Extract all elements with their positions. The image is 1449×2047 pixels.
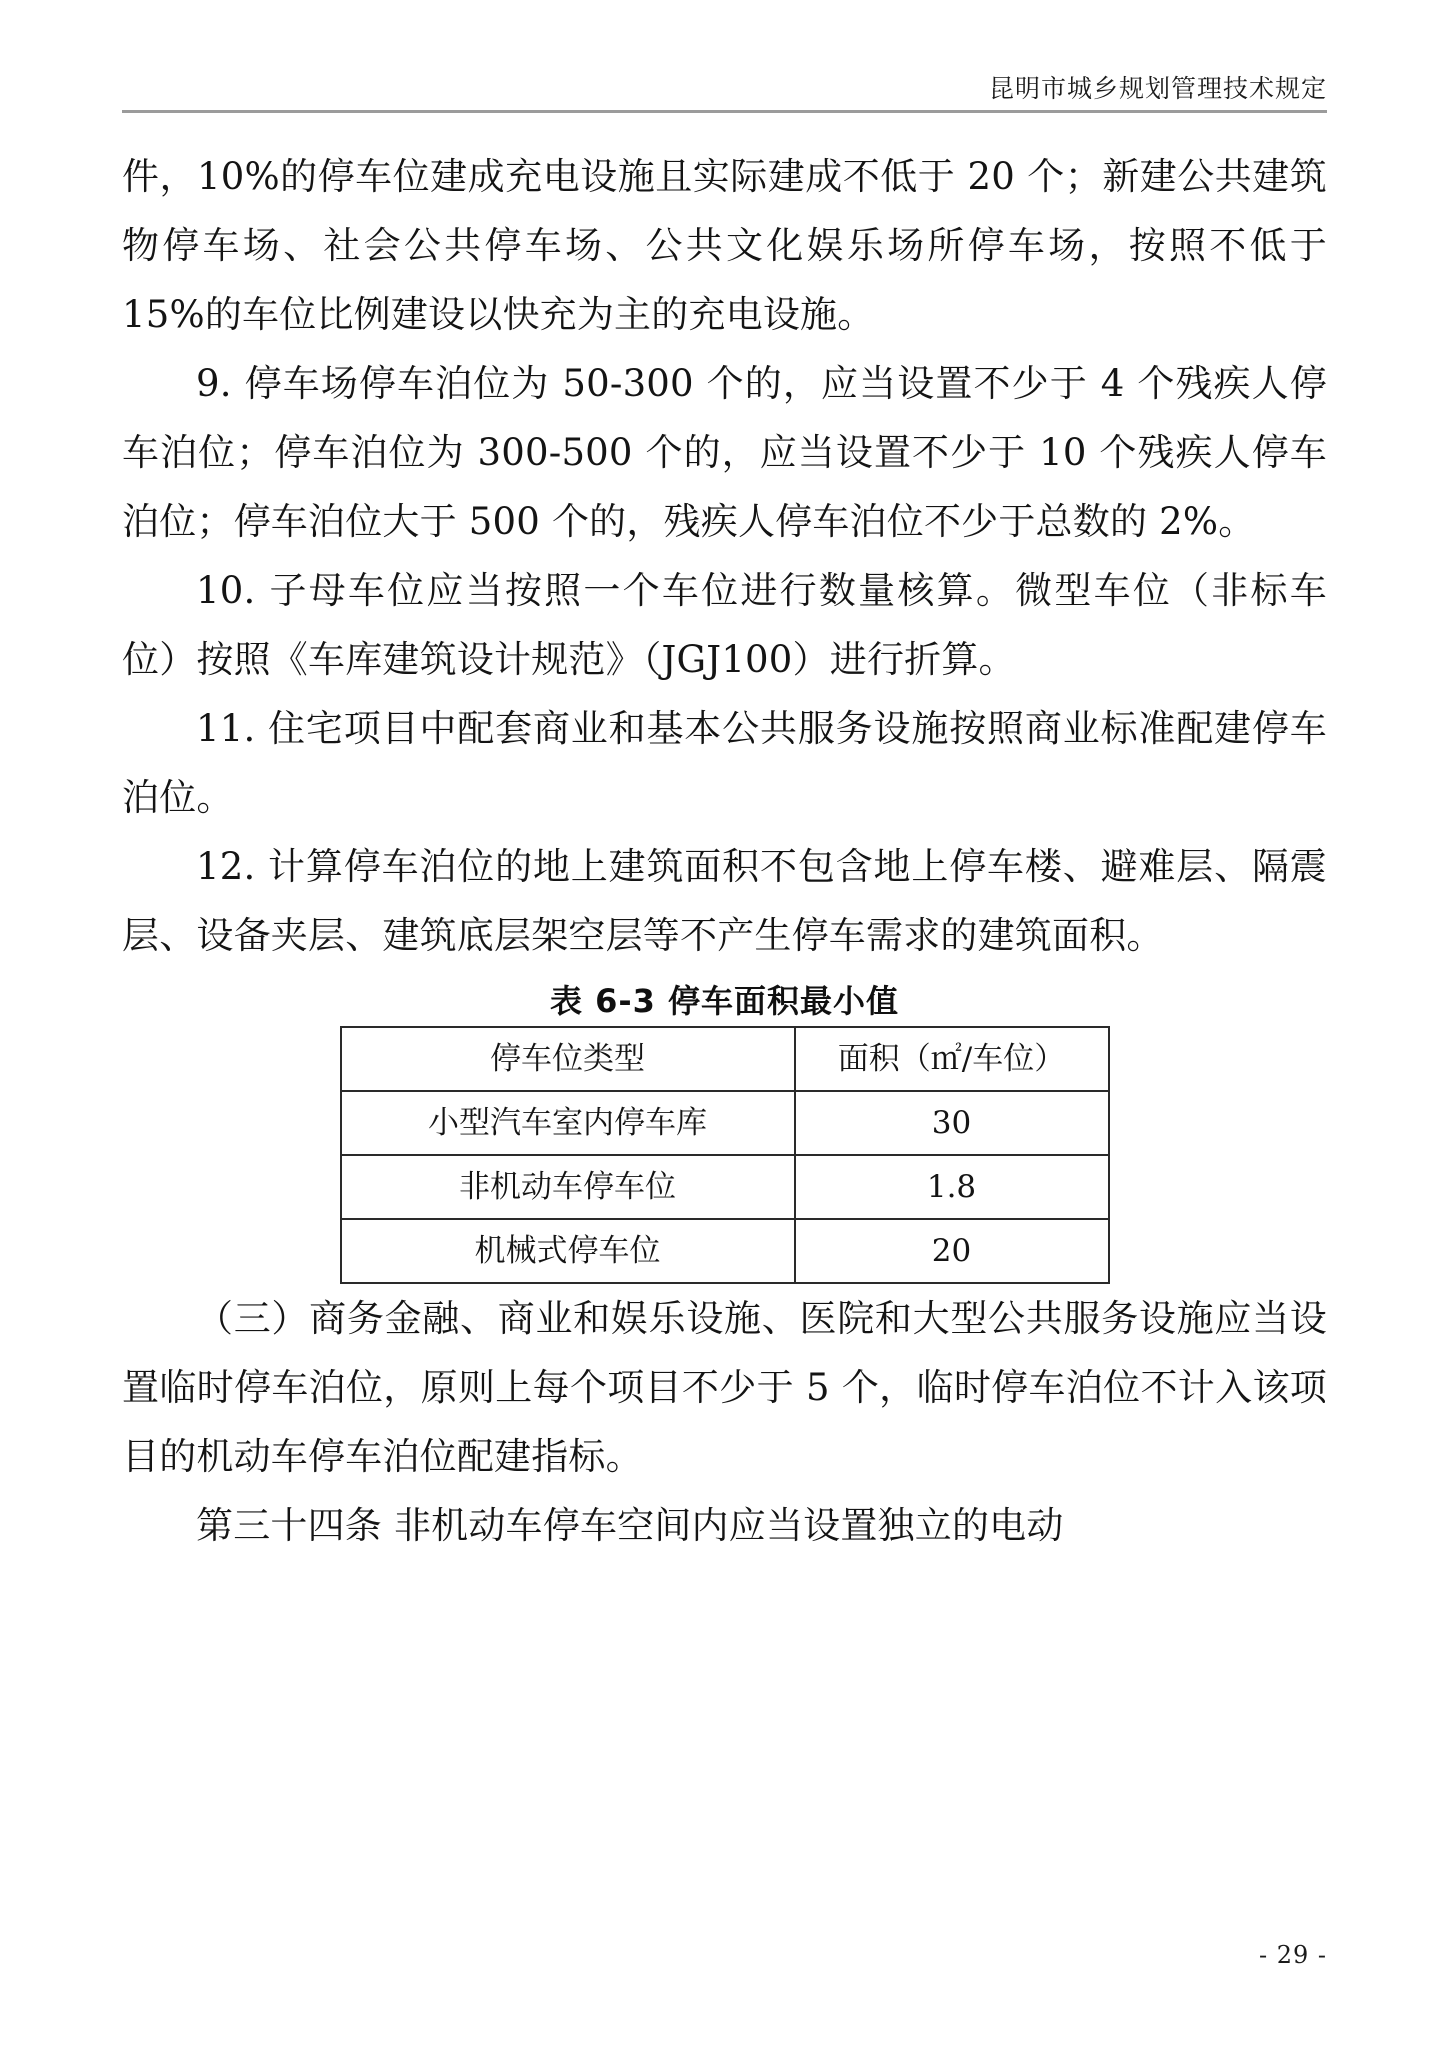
page-content	[122, 142, 1327, 1560]
table-header-cell-type: 停车位类型	[341, 1027, 795, 1091]
paragraph-item-san: （三）商务金融、商业和娱乐设施、医院和大型公共服务设施应当设置临时停车泊位，原则上每个项目不少于 5 个，临时停车泊位不计入该项目的机动车停车泊位配建指标。	[122, 1297, 1327, 1478]
table-cell-area: 20	[795, 1219, 1109, 1283]
table-row	[341, 1091, 1109, 1155]
paragraph-item-9: 9. 停车场停车泊位为 50-300 个的，应当设置不少于 4 个残疾人停车泊位；停车泊位为 300-500 个的，应当设置不少于 10 个残疾人停车泊位；停车泊位大于 500 个的，残疾人停车泊位不少于总数的 2%。	[122, 362, 1327, 543]
header-divider	[122, 110, 1327, 113]
table-row	[341, 1155, 1109, 1219]
page-number: - 29 -	[1258, 1941, 1327, 1969]
paragraph-item-10: 10. 子母车位应当按照一个车位进行数量核算。微型车位（非标车位）按照《车库建筑设计规范》（JGJ100）进行折算。	[122, 569, 1327, 681]
table-cell-type: 非机动车停车位	[341, 1155, 795, 1219]
table-header-row	[341, 1027, 1109, 1091]
table-caption: 表 6-3 停车面积最小值	[549, 982, 900, 1020]
paragraph-article-34: 第三十四条 非机动车停车空间内应当设置独立的电动	[196, 1504, 1064, 1547]
table-cell-area: 30	[795, 1091, 1109, 1155]
table-cell-type: 小型汽车室内停车库	[341, 1091, 795, 1155]
header-title: 昆明市城乡规划管理技术规定	[988, 74, 1327, 103]
page-header	[122, 74, 1327, 113]
table-row	[341, 1219, 1109, 1283]
paragraph-continuation-8: 件，10%的停车位建成充电设施且实际建成不低于 20 个；新建公共建筑物停车场、社会公共停车场、公共文化娱乐场所停车场，按照不低于 15%的车位比例建设以快充为主的充电设施。	[122, 155, 1327, 336]
paragraph-item-11: 11. 住宅项目中配套商业和基本公共服务设施按照商业标准配建停车泊位。	[122, 707, 1327, 819]
paragraph-item-12: 12. 计算停车泊位的地上建筑面积不包含地上停车楼、避难层、隔震层、设备夹层、建筑底层架空层等不产生停车需求的建筑面积。	[122, 845, 1327, 957]
table-header-cell-area: 面积（㎡/车位）	[795, 1027, 1109, 1091]
table-cell-area: 1.8	[795, 1155, 1109, 1219]
parking-area-table	[340, 1026, 1110, 1284]
table-cell-type: 机械式停车位	[341, 1219, 795, 1283]
